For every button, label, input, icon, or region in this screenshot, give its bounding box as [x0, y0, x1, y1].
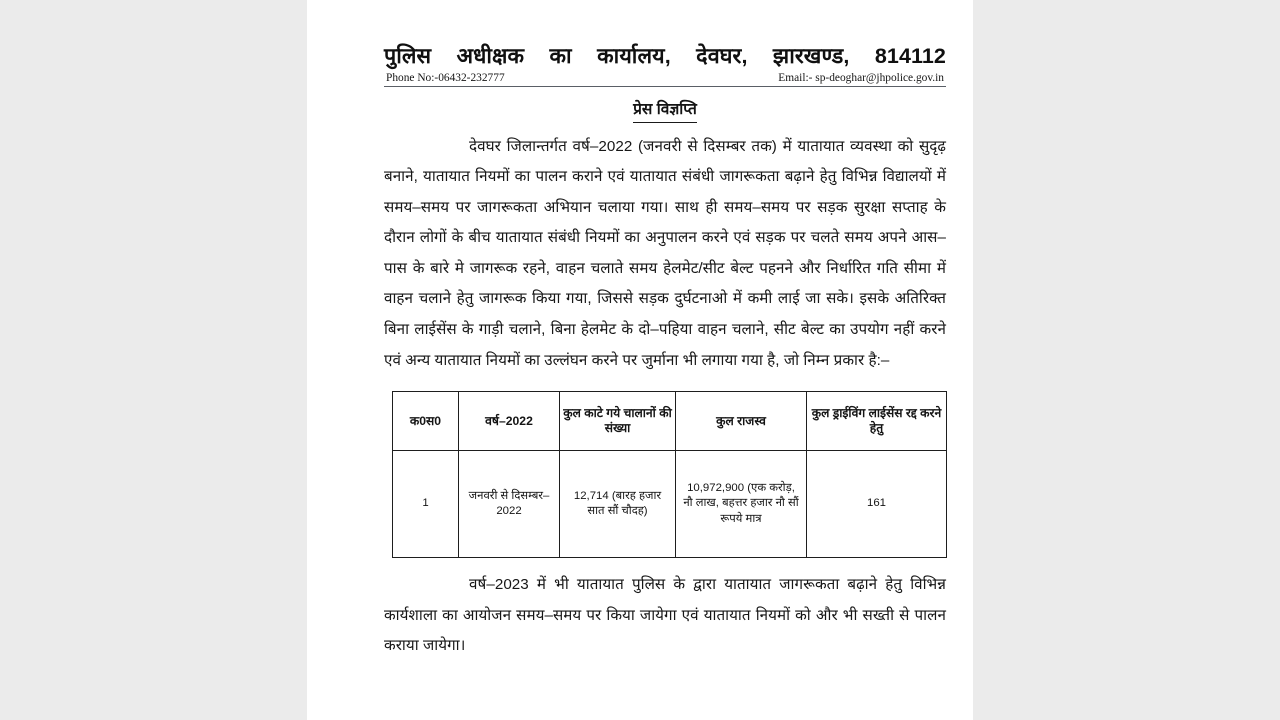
letterhead [384, 44, 946, 87]
fines-table [392, 391, 947, 558]
email-address: Email:- sp-deoghar@jhpolice.gov.in [778, 72, 944, 85]
cell-challans: 12,714 (बारह हजार सात सौं चौदह) [560, 451, 676, 558]
body-paragraph-2: वर्ष–2023 में भी यातायात पुलिस के द्वारा यातायात जागरूकता बढ़ाने हेतु विभिन्न कार्यशाला का आयोजन समय–समय पर किया जायेगा एवं यातायात नियमों को और भी सख्ती से पालन कराया जायेगा। [384, 576, 946, 655]
fines-table-container [384, 391, 946, 558]
body-paragraph-1: देवघर जिलान्तर्गत वर्ष–2022 (जनवरी से दिसम्बर तक) में यातायात व्यवस्था को सुदृढ़ बनाने, यातायात नियमों का पालन कराने एवं यातायात संबंधी जागरूकता बढ़ाने हेतु विभिन्न विद्यालयों में समय–समय पर जागरूकता अभियान चलाया गया। साथ ही समय–समय पर सड़क सुरक्षा सप्ताह के दौरान लोगों के बीच यातायात संबंधी नियमों का अनुपालन करने एवं सड़क पर चलते समय अपने आस–पास के बारे मे जागरूक रहने, वाहन चलाते समय हेलमेट/सीट बेल्ट पहनने और निर्धारित गति सीमा में वाहन चलाने हेतु जागरूक किया गया, जिससे सड़क दुर्घटनाओ में कमी लाई जा सके। इसके अतिरिक्त बिना लाईसेंस के गाड़ी चलाने, बिना हेलमेट के दो–पहिया वाहन चलाने, सीट बेल्ट का उपयोग नहीं करने एवं अन्य यातायात नियमों का उल्लंघन करने पर जुर्माना भी लगाया गया है, जो निम्न प्रकार है:– [384, 137, 946, 369]
table-row [393, 451, 947, 558]
letterhead-contacts [384, 72, 946, 85]
cell-dl: 161 [807, 451, 947, 558]
table-header-sno: क0स0 [393, 392, 459, 451]
page-content [384, 0, 946, 662]
table-header-year: वर्ष–2022 [459, 392, 560, 451]
letterhead-divider [384, 86, 946, 87]
document-title-container [384, 100, 946, 122]
cell-year: जनवरी से दिसम्बर–2022 [459, 451, 560, 558]
table-header-dl: कुल ड्राईविंग लाईसेंस रद्द करने हेतु [807, 392, 947, 451]
cell-sno: 1 [393, 451, 459, 558]
phone-number: Phone No:-06432-232777 [386, 72, 505, 85]
document-page [307, 0, 973, 720]
cell-revenue: 10,972,900 (एक करोड़, नौ लाख, बहत्तर हजार नौ सौं रूपये मात्र [676, 451, 807, 558]
table-header-challans: कुल काटे गये चालानों की संख्या [560, 392, 676, 451]
table-header-revenue: कुल राजस्व [676, 392, 807, 451]
page-title: प्रेस विज्ञप्ति [633, 100, 697, 122]
office-title: पुलिस अधीक्षक का कार्यालय, देवघर, झारखण्ड, 814112 [384, 44, 946, 68]
table-header-row [393, 392, 947, 451]
